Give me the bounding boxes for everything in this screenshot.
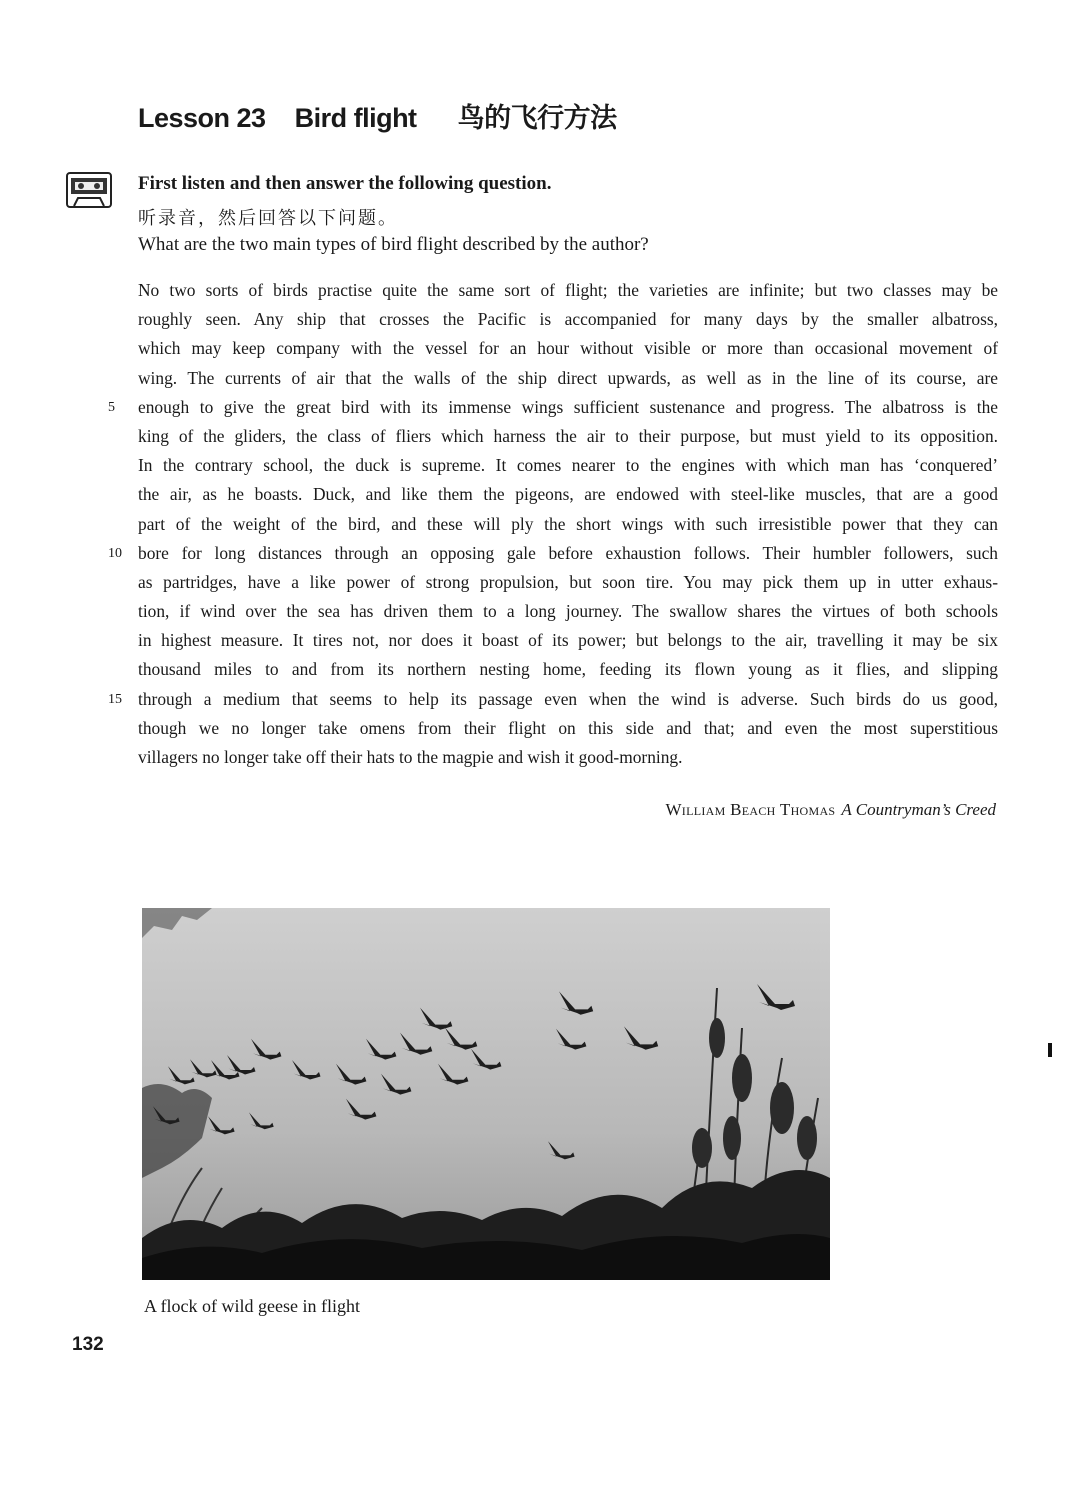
passage-line: 10 bore for long distances through an opposing gale before exhaustion follows. Their humbler followers, such [138,539,998,568]
passage-line: as partridges, have a like power of strong propulsion, but soon tire. You may pick them up in utter exhaus- [138,571,998,592]
passage-line: in highest measure. It tires not, nor does it boast of its power; but belongs to the air, travelling it may be six [138,630,998,651]
scan-mark [1048,1043,1052,1057]
cassette-tape-icon [66,172,112,208]
lesson-number: Lesson 23 [138,103,266,133]
passage-line: wing. The currents of air that the walls of the ship direct upwards, as well as in the line of its course, are [138,367,998,388]
figure-caption: A flock of wild geese in flight [144,1296,360,1316]
lesson-heading [138,96,617,135]
passage-line: 5 enough to give the great bird with its immense wings sufficient sustenance and progress. The albatross is the [138,393,998,422]
lesson-title-cn: 鸟的飞行方法 [457,103,617,134]
comprehension-question: What are the two main types of bird flight described by the author? [138,234,649,255]
passage-line: king of the gliders, the class of fliers which harness the air to their purpose, but must yield to its opposition. [138,425,998,446]
passage-line: In the contrary school, the duck is supreme. It comes nearer to the engines with which man has ‘conquered’ [138,455,998,476]
book-title: A Countryman’s Creed [841,800,996,819]
author-name: William Beach Thomas [665,800,836,819]
passage-line: 15 through a medium that seems to help its passage even when the wind is adverse. Such birds do us good, [138,685,998,714]
passage-line: tion, if wind over the sea has driven them to a long journey. The swallow shares the virtues of both schools [138,601,998,622]
page-number: 132 [72,1334,104,1355]
listening-instruction: First listen and then answer the following question. [138,173,552,194]
line-number: 10 [108,545,122,561]
passage-line: though we no longer take omens from their flight on this side and that; and even the most superstitious [138,717,998,738]
line-number: 15 [108,691,122,707]
lesson-title-en: Bird flight [294,103,417,133]
flying-geese-photo-icon [142,908,830,1280]
passage-line: villagers no longer take off their hats to the magpie and wish it good-morning. [138,747,683,767]
listening-instruction-cn: 听录音，然后回答以下问题。 [138,208,398,229]
attribution [665,800,996,820]
passage-line: which may keep company with the vessel for an hour without visible or more than occasional movement of [138,338,998,359]
passage-line: the air, as he boasts. Duck, and like them the pigeons, are endowed with steel-like muscles, that are a good [138,484,998,505]
reading-passage [108,276,998,772]
line-number: 5 [108,399,115,415]
passage-line: No two sorts of birds practise quite the same sort of flight; the varieties are infinite; but two classes may be [138,280,998,300]
passage-line: roughly seen. Any ship that crosses the Pacific is accompanied for many days by the smaller albatross, [138,309,998,330]
passage-line: thousand miles to and from its northern nesting home, feeding its flown young as it flies, and slipping [138,659,998,680]
passage-line: part of the weight of the bird, and these will ply the short wings with such irresistible power that they can [138,513,998,534]
